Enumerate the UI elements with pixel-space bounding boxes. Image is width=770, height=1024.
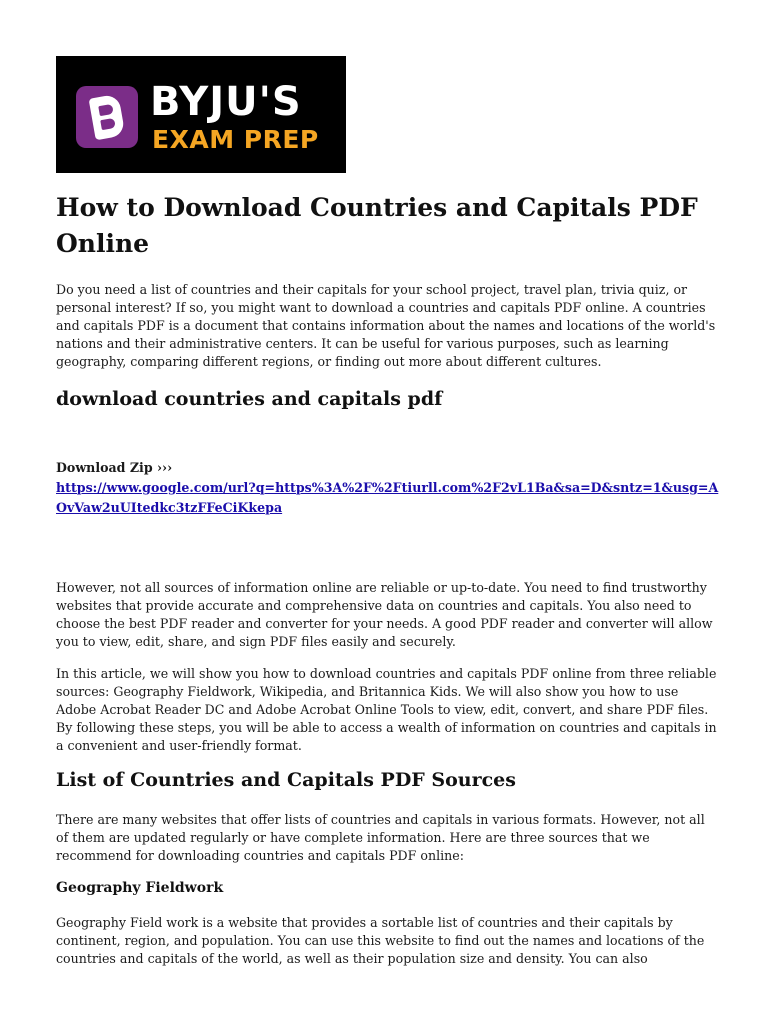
download-heading: download countries and capitals pdf bbox=[56, 388, 443, 410]
however-paragraph: However, not all sources of information online are reliable or up-to-date. You need to find trustworthy websites that provide accurate and comprehensive data on countries and capitals. You also need to choose the best PDF reader and converter for your needs. A good PDF reader and converter will allow you to view, edit, share, and sign PDF files easily and securely. bbox=[56, 580, 713, 649]
download-block bbox=[56, 459, 720, 517]
article-overview-paragraph: In this article, we will show you how to download countries and capitals PDF online from three reliable sources: Geography Fieldwork, Wikipedia, and Britannica Kids. We will also show you how to use Adobe Acrobat Reader DC and Adobe Acrobat Online Tools to view, edit, convert, and share PDF files. By following these steps, you will be able to access a wealth of information on countries and capitals in a convenient and user-friendly format. bbox=[56, 666, 717, 753]
download-link[interactable]: https://www.google.com/url?q=https%3A%2F%2Ftiurll.com%2F2vL1Ba&sa=D&sntz=1&usg=AOvVaw2uUItedkc3tzFFeCiKkepa bbox=[56, 480, 719, 515]
geography-fieldwork-heading: Geography Fieldwork bbox=[56, 880, 224, 896]
sources-heading: List of Countries and Capitals PDF Sources bbox=[56, 769, 516, 791]
byjus-exam-prep-logo bbox=[56, 56, 346, 173]
logo-subtitle: EXAM PREP bbox=[152, 125, 319, 154]
byjus-b-icon bbox=[76, 86, 138, 148]
download-zip-label: Download Zip ››› bbox=[56, 460, 173, 475]
logo-title: BYJU'S bbox=[150, 79, 302, 125]
sources-intro-paragraph: There are many websites that offer lists of countries and capitals in various formats. However, not all of them are updated regularly or have complete information. Here are three sources that we recommend for downloading countries and capitals PDF online: bbox=[56, 812, 705, 863]
geography-fieldwork-paragraph: Geography Field work is a website that provides a sortable list of countries and their capitals by continent, region, and population. You can use this website to find out the names and locations of the countries and capitals of the world, as well as their population size and density. You can also bbox=[56, 915, 705, 966]
page-title: How to Download Countries and Capitals PDF Online bbox=[56, 193, 698, 258]
intro-paragraph: Do you need a list of countries and their capitals for your school project, travel plan, trivia quiz, or personal interest? If so, you might want to download a countries and capitals PDF online. A countries and capitals PDF is a document that contains information about the names and locations of the world's nations and their administrative centers. It can be useful for various purposes, such as learning geography, comparing different regions, or finding out more about different cultures. bbox=[56, 282, 716, 369]
